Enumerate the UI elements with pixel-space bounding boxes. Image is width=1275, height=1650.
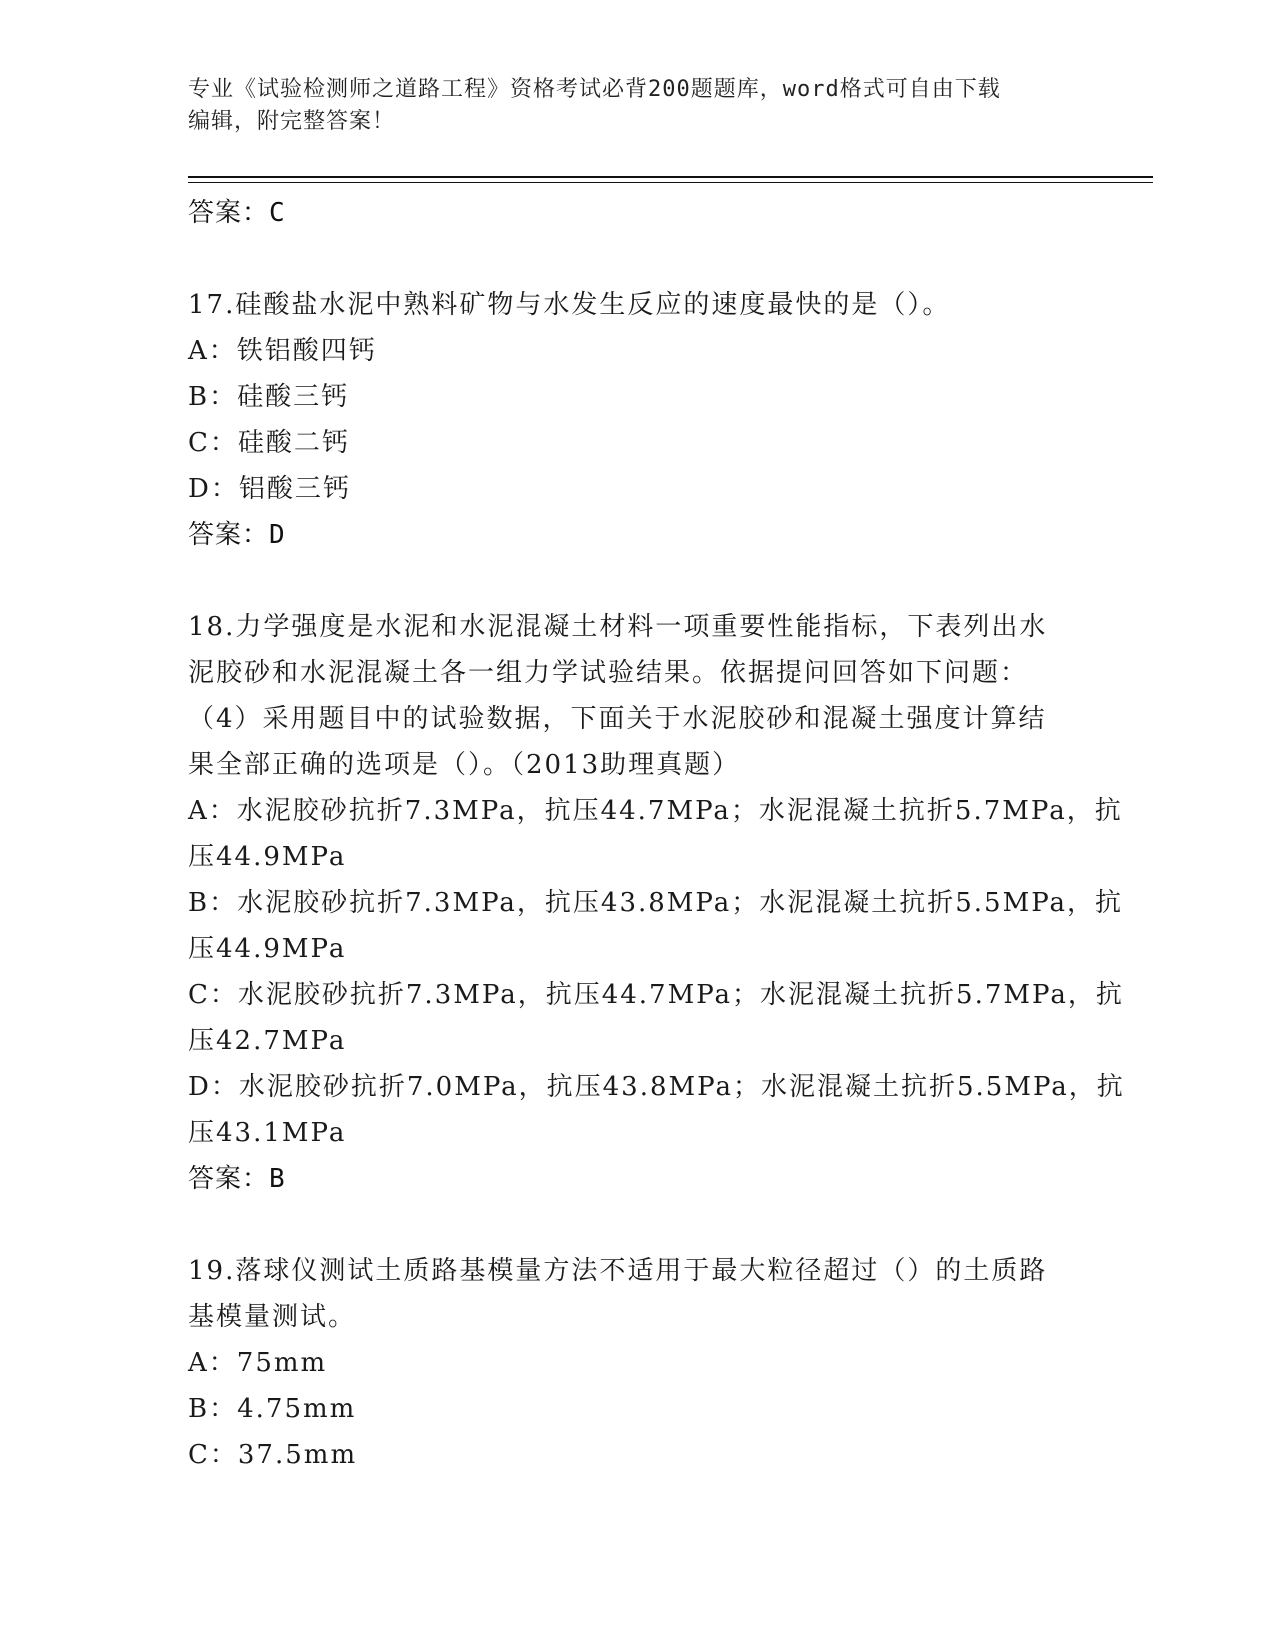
answer-18: 答案：B [188, 1164, 286, 1194]
question-text-line-2: 泥胶砂和水泥混凝土各一组力学试验结果。依据提问回答如下问题： [188, 658, 1029, 688]
question-text-line-1: 19.落球仪测试土质路基模量方法不适用于最大粒径超过（）的土质路 [188, 1256, 1048, 1286]
spacer [188, 558, 1088, 604]
option-a: A：75mm [188, 1348, 328, 1378]
option-c: C：37.5mm [188, 1440, 358, 1470]
question-text-line-2: 基模量测试。 [188, 1302, 357, 1332]
header-rule-thin [188, 182, 1153, 183]
option-d: D：铝酸三钙 [188, 474, 351, 504]
option-a-line-2: 压44.9MPa [188, 842, 347, 872]
question-text-line-3: （4）采用题目中的试验数据，下面关于水泥胶砂和混凝土强度计算结 [188, 704, 1047, 734]
option-c: C：硅酸二钙 [188, 428, 350, 458]
option-a: A：铁铝酸四钙 [188, 336, 377, 366]
option-c-line-2: 压42.7MPa [188, 1026, 347, 1056]
option-c-line-1: C：水泥胶砂抗折7.3MPa，抗压44.7MPa；水泥混凝土抗折5.7MPa，抗 [188, 980, 1124, 1010]
option-b: B：硅酸三钙 [188, 382, 350, 412]
header-line-2: 编辑，附完整答案！ [188, 109, 396, 134]
option-d-line-2: 压43.1MPa [188, 1118, 347, 1148]
answer-prev: 答案：C [188, 198, 286, 228]
option-b-line-1: B：水泥胶砂抗折7.3MPa，抗压43.8MPa；水泥混凝土抗折5.5MPa，抗 [188, 888, 1124, 918]
question-17 [188, 282, 1088, 558]
option-b: B：4.75mm [188, 1394, 357, 1424]
page-content [188, 190, 1125, 1478]
option-d-line-1: D：水泥胶砂抗折7.0MPa，抗压43.8MPa；水泥混凝土抗折5.5MPa，抗 [188, 1072, 1125, 1102]
answer-17: 答案：D [188, 520, 286, 550]
document-header [188, 74, 1088, 138]
option-b-line-2: 压44.9MPa [188, 934, 347, 964]
question-text-line-4: 果全部正确的选项是（）。（2013助理真题） [188, 750, 741, 780]
header-line-1: 专业《试验检测师之道路工程》资格考试必背200题题库，word格式可自由下载 [188, 77, 1001, 102]
header-rule [188, 176, 1153, 178]
question-text-line-1: 18.力学强度是水泥和水泥混凝土材料一项重要性能指标，下表列出水 [188, 612, 1048, 642]
question-text: 17.硅酸盐水泥中熟料矿物与水发生反应的速度最快的是（）。 [188, 290, 951, 320]
option-a-line-1: A：水泥胶砂抗折7.3MPa，抗压44.7MPa；水泥混凝土抗折5.7MPa，抗 [188, 796, 1123, 826]
spacer [188, 1202, 1088, 1248]
question-19 [188, 1248, 1088, 1478]
spacer [188, 236, 1088, 282]
question-18 [188, 604, 1125, 1202]
